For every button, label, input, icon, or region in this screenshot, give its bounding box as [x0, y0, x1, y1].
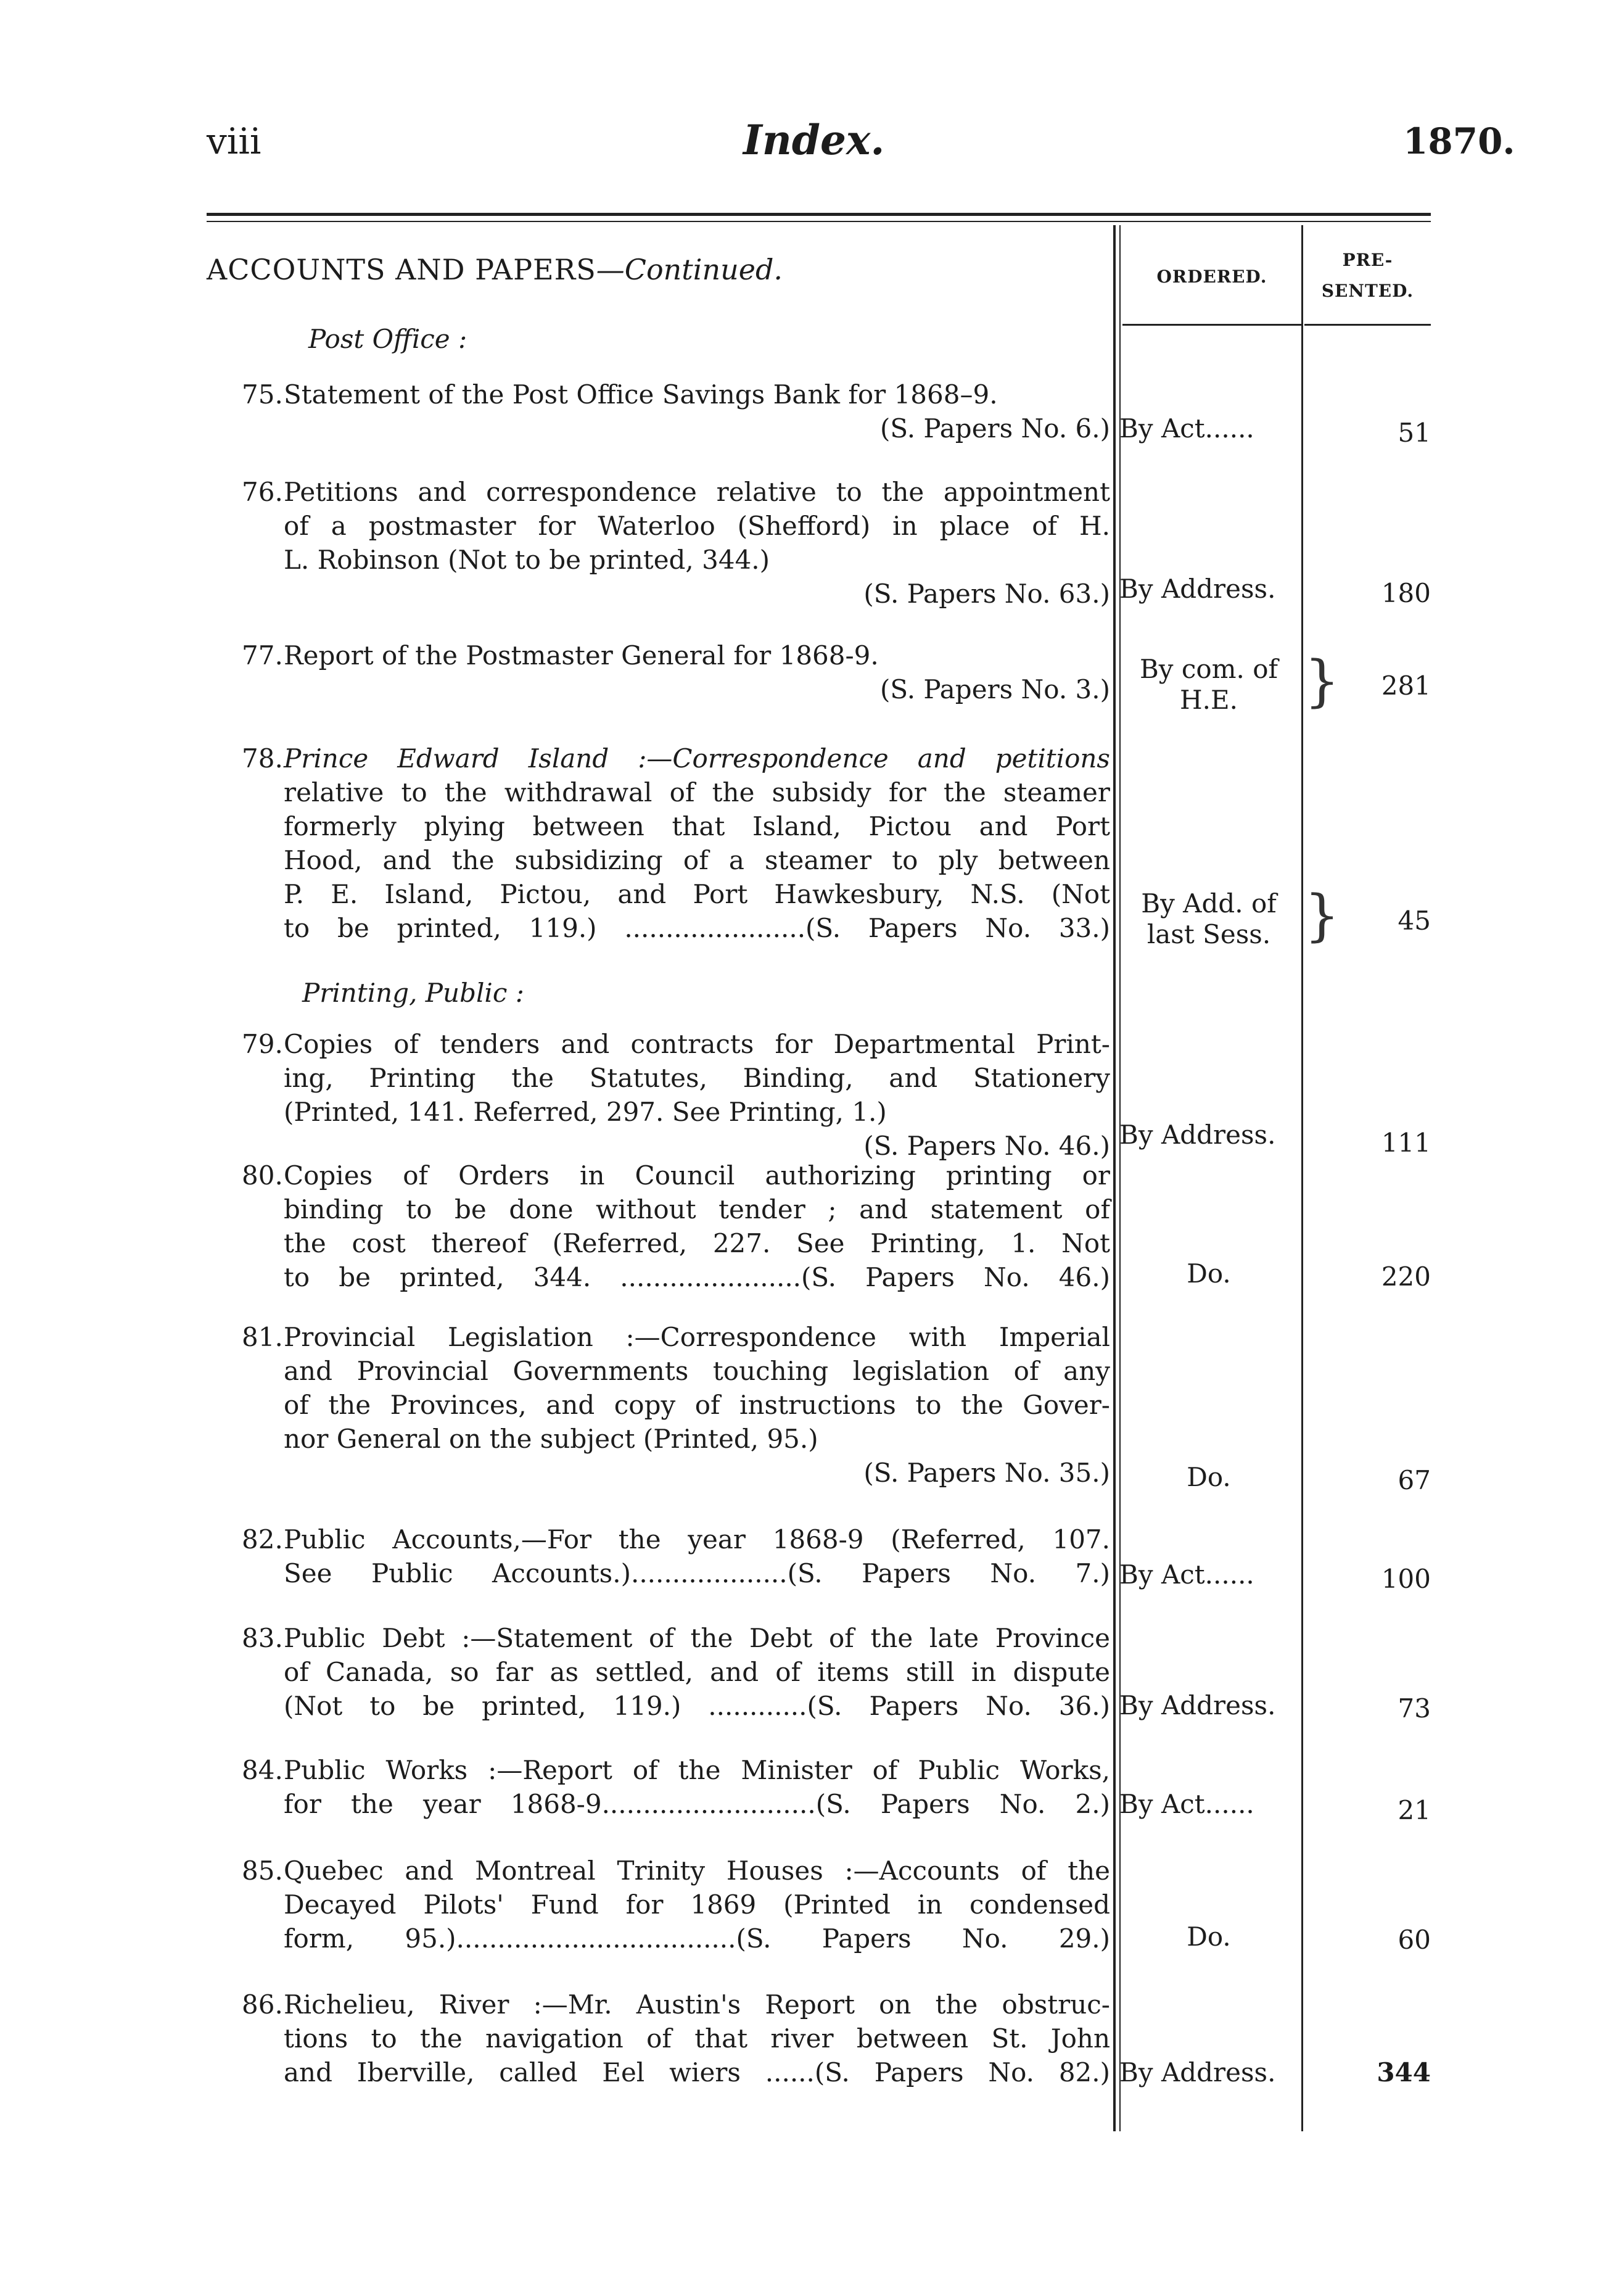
ordered-76: By Address. — [1119, 574, 1276, 604]
entry-75: 75. Statement of the Post Office Savings Bank for 1868–9. (S. Papers No. 6.) — [242, 379, 1110, 444]
ordered-77-line-1: By com. of — [1139, 654, 1278, 684]
page-title: Index. — [743, 116, 885, 164]
subhead-post-office: Post Office : — [308, 324, 467, 354]
entry-84: 84. Public Works :—Report of the Minister of Public Works, for the year 1868-9..........................(S. Papers No. 2.) — [242, 1755, 1110, 1819]
section-heading — [207, 253, 783, 286]
ordered-78-line-2: last Sess. — [1147, 919, 1271, 949]
presented-76: 180 — [1381, 578, 1431, 608]
presented-86: 344 — [1377, 2057, 1431, 2087]
ordered-83: By Address. — [1119, 1690, 1276, 1720]
ordered-85: Do. — [1187, 1922, 1231, 1952]
column-divider-1 — [1113, 225, 1116, 2131]
ordered-82: By Act...... — [1119, 1559, 1254, 1590]
subhead-printing: Printing, Public : — [302, 978, 524, 1008]
ordered-81: Do. — [1187, 1462, 1231, 1492]
brace-77: } — [1304, 649, 1340, 714]
entry-76: 76. Petitions and correspondence relative to the appointment of a postmaster for Waterloo (Shefford) in place of H. L. Robinson (Not to be printed, 344.) (S. Papers No. 63.) — [242, 477, 1110, 609]
page-number: viii — [207, 120, 261, 162]
ordered-79: By Address. — [1119, 1120, 1276, 1150]
column-header-presented-1: PRE- — [1342, 250, 1393, 270]
column-divider-1b — [1119, 225, 1121, 2131]
ordered-77-line-2: H.E. — [1180, 685, 1238, 715]
ordered-86: By Address. — [1119, 2057, 1276, 2087]
presented-84: 21 — [1398, 1795, 1431, 1825]
section-continued: —Continued. — [596, 253, 783, 286]
entry-83: 83. Public Debt :—Statement of the Debt of the late Province of Canada, so far as settled, and of items still in dispute (Not to be printed, 119.) ............(S. Papers No. 36.) — [242, 1623, 1110, 1721]
presented-81: 67 — [1398, 1465, 1431, 1495]
brace-78: } — [1304, 883, 1340, 948]
presented-80: 220 — [1381, 1262, 1431, 1292]
entry-86: 86. Richelieu, River :—Mr. Austin's Report on the obstruc- tions to the navigation of that river between St. John and Iberville, called Eel wiers ......(S. Papers No. 82.) — [242, 1989, 1110, 2087]
ordered-75: By Act...... — [1119, 413, 1254, 444]
ordered-78-line-1: By Add. of — [1141, 888, 1277, 919]
presented-75: 51 — [1398, 418, 1431, 448]
page-year: 1870. — [1403, 120, 1515, 162]
entry-79: 79. Copies of tenders and contracts for Departmental Print- ing, Printing the Statutes, Binding, and Stationery (Printed, 141. Referred, 297. See Printing, 1.) (S. Papers No. 46.) — [242, 1029, 1110, 1161]
header-rule-bottom — [207, 221, 1431, 222]
section-title: ACCOUNTS AND PAPERS — [207, 253, 596, 286]
entry-85: 85. Quebec and Montreal Trinity Houses :—Accounts of the Decayed Pilots' Fund for 1869 (Printed in condensed form, 95.)..................................(S. Papers No. 29.) — [242, 1856, 1110, 1954]
column-divider-2 — [1301, 225, 1303, 2131]
presented-77: 281 — [1381, 671, 1431, 701]
presented-82: 100 — [1381, 1564, 1431, 1594]
presented-83: 73 — [1398, 1693, 1431, 1724]
ordered-80: Do. — [1187, 1258, 1231, 1289]
entry-78: 78. Prince Edward Island :—Correspondence and petitions relative to the withdrawal of the subsidy for the steamer formerly plying between that Island, Pictou and Port Hood, and the subsidizing of a steamer to ply between P. E. Island, Pictou, and Port Hawkesbury, N.S. (Not to be printed, 119.) ......................(S. Papers No. 33.) — [242, 743, 1110, 943]
ordered-header-rule — [1122, 324, 1301, 326]
entry-81: 81. Provincial Legislation :—Correspondence with Imperial and Provincial Governments touching legislation of any of the Provinces, and copy of instructions to the Gover- nor General on the subject (Printed, 95.) (S. Papers No. 35.) — [242, 1322, 1110, 1488]
presented-header-rule — [1304, 324, 1431, 326]
ordered-84: By Act...... — [1119, 1789, 1254, 1819]
column-header-ordered: ORDERED. — [1156, 266, 1267, 287]
column-header-presented-2: SENTED. — [1321, 281, 1414, 301]
presented-78: 45 — [1398, 906, 1431, 936]
header-rule-top — [207, 213, 1431, 216]
entry-77: 77. Report of the Postmaster General for 1868-9. (S. Papers No. 3.) — [242, 640, 1110, 704]
entry-80: 80. Copies of Orders in Council authorizing printing or binding to be done without tender ; and statement of the cost thereof (Referred, 227. See Printing, 1. Not to be printed, 344. ......................(S. Papers No. 46.) — [242, 1160, 1110, 1292]
presented-85: 60 — [1398, 1925, 1431, 1955]
presented-79: 111 — [1381, 1128, 1431, 1158]
entry-82: 82. Public Accounts,—For the year 1868-9 (Referred, 107. See Public Accounts.)...................(S. Papers No. 7.) — [242, 1524, 1110, 1588]
